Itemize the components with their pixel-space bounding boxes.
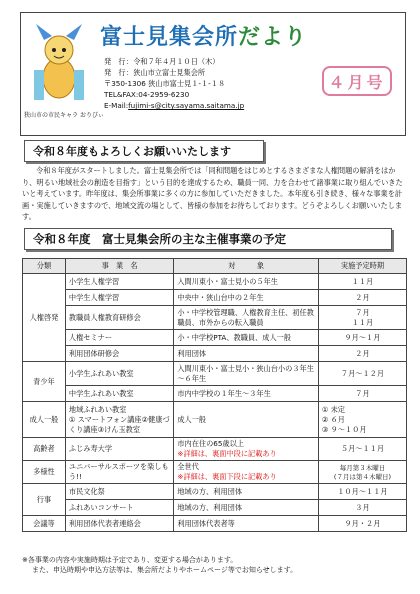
event-name-cell: 中学生人権学習	[65, 290, 173, 306]
period-cell: ７月 １１月	[318, 306, 406, 330]
table-row	[23, 274, 407, 290]
table-row	[23, 438, 407, 461]
category-cell: 成人一般	[23, 402, 66, 438]
table-row	[23, 484, 407, 500]
table-row	[23, 346, 407, 362]
publisher-label: 発 行	[104, 68, 126, 77]
event-name-cell: ユニバーサルスポーツを楽しもう!!	[65, 461, 173, 484]
event-name-cell: 利用団体代表者連絡会	[65, 516, 173, 532]
title-part1: 富士見集会所	[100, 25, 239, 50]
event-name-cell: 教職員人権教育研修会	[65, 306, 173, 330]
target-main: 市内在住の65歳以上	[177, 439, 244, 448]
header-target: 対 象	[174, 259, 319, 274]
email-link[interactable]: fujimi-s@city.sayama.saitama.jp	[128, 101, 245, 110]
period-cell: ２月	[318, 290, 406, 306]
mascot-illustration	[30, 20, 88, 108]
event-name-cell: 小学生ふれあい教室	[65, 362, 173, 386]
table-row	[23, 402, 407, 438]
target-cell: 入間川東小・富士見小・狭山台小の３年生～６年生	[174, 362, 319, 386]
table-row	[23, 386, 407, 402]
header-category: 分類	[23, 259, 66, 274]
category-cell: 多様性	[23, 461, 66, 484]
event-name-cell: ふれあいコンサート	[65, 500, 173, 516]
target-cell: 地域の方、利用団体	[174, 484, 319, 500]
issue-label: 発 行	[104, 57, 126, 66]
target-cell: 市内中学校の１年生～３年生	[174, 386, 319, 402]
table-row	[23, 461, 407, 484]
target-note: ※詳細は、裏面下段に記載あり	[177, 472, 277, 481]
event-name-cell: 人権セミナー	[65, 330, 173, 346]
header-event-name: 事 業 名	[65, 259, 173, 274]
email-label: E-Mail:	[104, 101, 129, 110]
period-cell: ５月～１１月	[318, 438, 406, 461]
table-row	[23, 362, 407, 386]
event-name-cell: 小学生人権学習	[65, 274, 173, 290]
publisher-name: 狭山市立富士見集会所	[133, 68, 206, 77]
table-row	[23, 330, 407, 346]
period-cell: ２月	[318, 346, 406, 362]
target-cell: 成人一般	[174, 402, 319, 438]
target-cell	[174, 461, 319, 484]
category-cell: 青少年	[23, 362, 66, 402]
target-cell: 地域の方、利用団体	[174, 500, 319, 516]
event-name-cell: 市民文化祭	[65, 484, 173, 500]
section-greeting-title: 令和８年度もよろしくお願いいたします	[24, 140, 264, 162]
target-cell: 小・中学校管理職、人権教育主任、初任教職員、市外からの転入職員	[174, 306, 319, 330]
event-name-cell: 中学生ふれあい教室	[65, 386, 173, 402]
event-name-cell: ふじみ寿大学	[65, 438, 173, 461]
title-part2: だより	[238, 25, 308, 50]
events-table	[22, 258, 407, 532]
mascot-caption: 狭山市の市民キャラ おりびぃ	[24, 112, 104, 119]
footnote-line-2: また、申込時期や申込方法等は、集会所だよりやホームページ等でお知らせします。	[32, 566, 298, 574]
period-cell: １１月	[318, 274, 406, 290]
footnote-line-1: ※各事業の内容や実施時期は予定であり、変更する場合があります。	[22, 556, 238, 564]
section-events-title: 令和８年度 富士見集会所の主な主催事業の予定	[24, 228, 392, 250]
period-cell: ７月～１２月	[318, 362, 406, 386]
event-name-cell: 地域ふれあい教室 ① スマートフォン講座②健康づくり講座③けん玉教室	[65, 402, 173, 438]
target-cell: 入間川東小・富士見小の５年生	[174, 274, 319, 290]
category-cell: 行事	[23, 484, 66, 516]
period-cell: １０月～１１月	[318, 484, 406, 500]
target-cell	[174, 438, 319, 461]
table-row	[23, 306, 407, 330]
period-cell: ９月・２月	[318, 516, 406, 532]
header-period: 実施予定時期	[318, 259, 406, 274]
tel-fax: TEL&FAX:04-2959-6230	[104, 90, 190, 99]
period-cell: ７月	[318, 386, 406, 402]
category-cell: 会議等	[23, 516, 66, 532]
period-cell: ① 未定 ② ６月 ③ ９～１０月	[318, 402, 406, 438]
publication-info: 発 行：令和７年４月１０日（木） 発 行：狭山市立富士見集会所 〒350-1306 狭山市富士見１-１-１８ TEL&FAX:04-2959-6230 E-Mail:fujimi-s@city.sayama.saitama.jp	[104, 57, 245, 110]
table-header-row	[23, 259, 407, 274]
event-name-cell: 利用団体研修会	[65, 346, 173, 362]
target-cell: 利用団体	[174, 346, 319, 362]
period-cell: ９月～１月	[318, 330, 406, 346]
table-row	[23, 500, 407, 516]
footnote	[22, 555, 407, 575]
category-cell: 高齢者	[23, 438, 66, 461]
newsletter-title	[100, 20, 307, 51]
category-cell: 人権啓発	[23, 274, 66, 362]
address: 〒350-1306 狭山市富士見１-１-１８	[104, 79, 226, 88]
target-cell: 小・中学校PTA、教職員、成人一般	[174, 330, 319, 346]
month-badge: ４月号	[322, 66, 392, 96]
period-cell: 毎月第３木曜日 (７月は第４木曜日)	[318, 461, 406, 484]
target-main: 全世代	[177, 462, 199, 471]
period-cell: ３月	[318, 500, 406, 516]
table-row	[23, 516, 407, 532]
events-table-body	[23, 274, 407, 532]
target-cell: 中央中・狭山台中の２年生	[174, 290, 319, 306]
section-greeting-body: 令和８年度がスタートしました。富士見集会所では「同和問題をはじめとするさまざまな人権問題の解消をはかり、明るい地域社会の創造を目指す」という目的を達成するため、職員一同、力を合わせて諸事業に取り組んでいきたいと考えています。昨年度は、集会所事業に多くの方に参加していただきました。本年度も引き続き、様々な事業を計画・実施していきますので、地域交流の場として、皆様の参加をお待ちしております。どうぞよろしくお願いいたします。	[22, 166, 403, 222]
target-note: ※詳細は、裏面中段に記載あり	[177, 449, 277, 458]
issue-date: 令和７年４月１０日（木）	[133, 57, 220, 66]
target-cell: 利用団体代表者等	[174, 516, 319, 532]
table-row	[23, 290, 407, 306]
